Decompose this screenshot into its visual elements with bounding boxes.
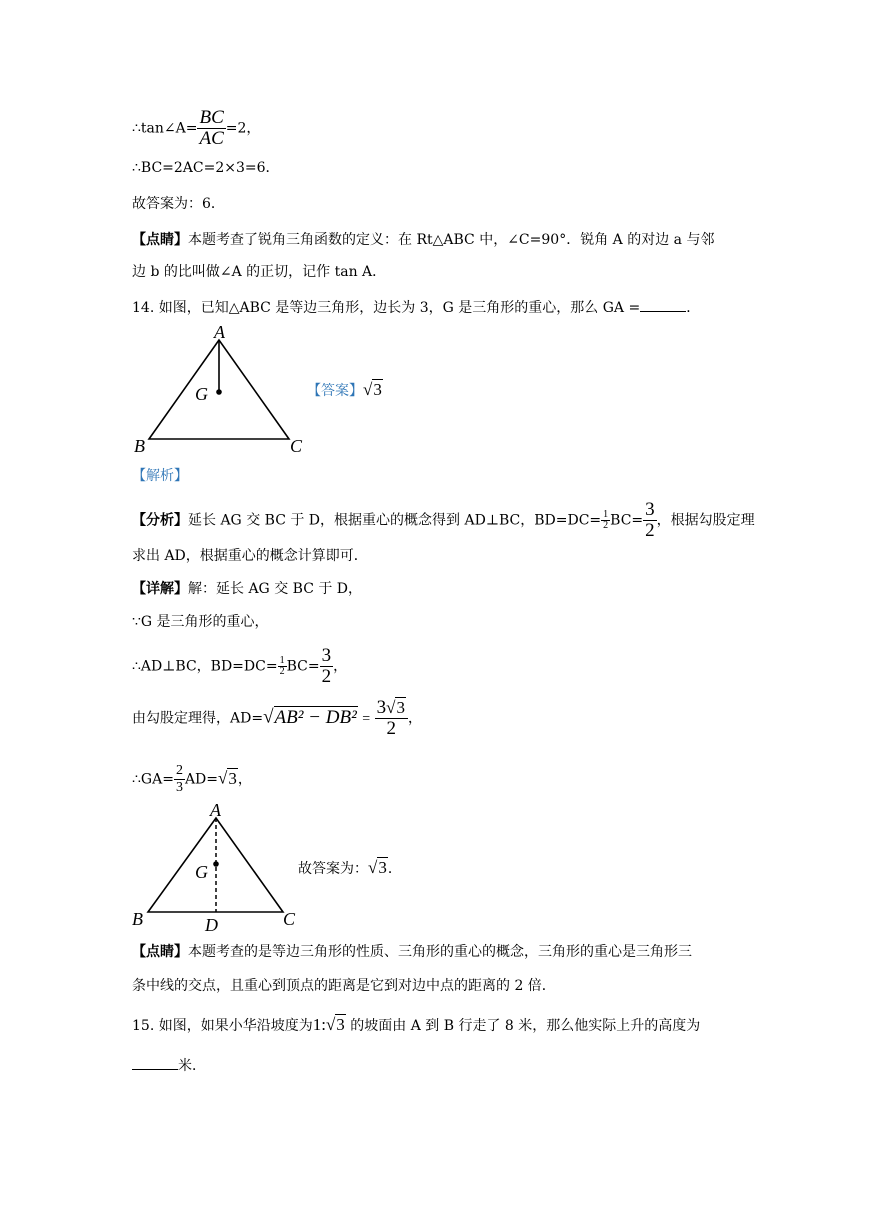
because-line: ∵G 是三角形的重心， [132,614,269,630]
three-halves-fraction: $\frac{3}{2}$ [645,499,655,541]
label-a: A [214,322,225,342]
xiangjie-line: 【详解】解：延长 AG 交 BC 于 D， [132,581,363,597]
q15-sqrt: √3 [325,1015,345,1034]
tan-fraction: $\frac{BC}{AC}$ [199,107,224,149]
fenxi-line1: 【分析】延长 AG 交 BC 于 D，根据重心的概念得到 AD⊥BC，BD=DC= $\frac{1}{2}$ BC= $\frac{3}{2}$ ，根据勾股定理 [132,499,755,541]
ad-line: ∴AD⊥BC，BD=DC= $\frac{1}{2}$ BC= $\frac{3}{2}$ ， [132,645,348,687]
answer-blank [640,299,686,312]
dianjing-1-line2: 边 b 的比叫做∠A 的正切，记作 tan A． [132,264,387,280]
label-c: C [290,436,303,456]
three-halves-fraction-2: $\frac{3}{2}$ [321,645,332,687]
ga-sqrt: √3 [218,768,237,788]
pythagoras-result-fraction: $\frac{3√3}{2}$ [375,698,408,739]
pythagoras-sqrt: √AB² − DB² [263,706,357,728]
label-b: B [134,436,145,456]
point-g-2 [213,861,219,867]
label-b-2: B [132,909,143,929]
label-a-2: A [210,800,221,820]
answer-sqrt: √3 [363,380,382,399]
answer-14-final: 故答案为：√3． [298,858,402,877]
answer-14: 【答案】√3 [307,380,382,399]
two-thirds-fraction: $\frac{2}{3}$ [175,763,183,795]
jiexi-tag: 【解析】 [132,468,188,484]
tan-line: ∴tan∠A= $\frac{BC}{AC}$ =2， [132,107,261,149]
figure-1-triangle [128,322,308,458]
question-15: 15. 如图，如果小华沿坡度为1:√3 的坡面由 A 到 B 行走了 8 米，那么他实际上升的高度为 [132,1015,701,1034]
dianjing-2-line1: 【点睛】本题考查的是等边三角形的性质、三角形的重心的概念，三角形的重心是三角形三 [132,944,692,960]
half-fraction: $\frac{1}{2}$ [603,509,609,531]
point-g [216,389,222,395]
question-14: 14. 如图，已知△ABC 是等边三角形，边长为 3，G 是三角形的重心，那么 GA = ． [132,300,701,316]
answer-final-sqrt: √3 [368,858,387,877]
dianjing-2-line2: 条中线的交点，且重心到顶点的距离是它到对边中点的距离的 2 倍． [132,978,556,994]
label-g-2: G [195,862,208,882]
half-fraction-2: $\frac{1}{2}$ [279,655,285,677]
question-15-line2: 米． [132,1056,206,1076]
dianjing-1-line1: 【点睛】本题考查了锐角三角函数的定义：在 Rt△ABC 中，∠C=90°．锐角 A 的对边 a 与邻 [132,232,715,248]
answer-blank-15 [132,1057,178,1070]
figure-2-triangle [128,800,308,938]
answer-13: 故答案为：6． [132,196,225,212]
label-c-2: C [283,909,296,929]
label-d: D [205,915,218,935]
label-g: G [195,384,208,404]
bc-line: ∴BC=2AC=2×3=6． [132,160,280,176]
ga-line: ∴GA= $\frac{2}{3}$ AD=√3， [132,763,252,795]
fenxi-line2: 求出 AD，根据重心的概念计算即可． [132,548,368,564]
pythagoras-line: 由勾股定理得，AD=√AB² − DB² = $\frac{3√3}{2}$ ， [132,697,422,739]
